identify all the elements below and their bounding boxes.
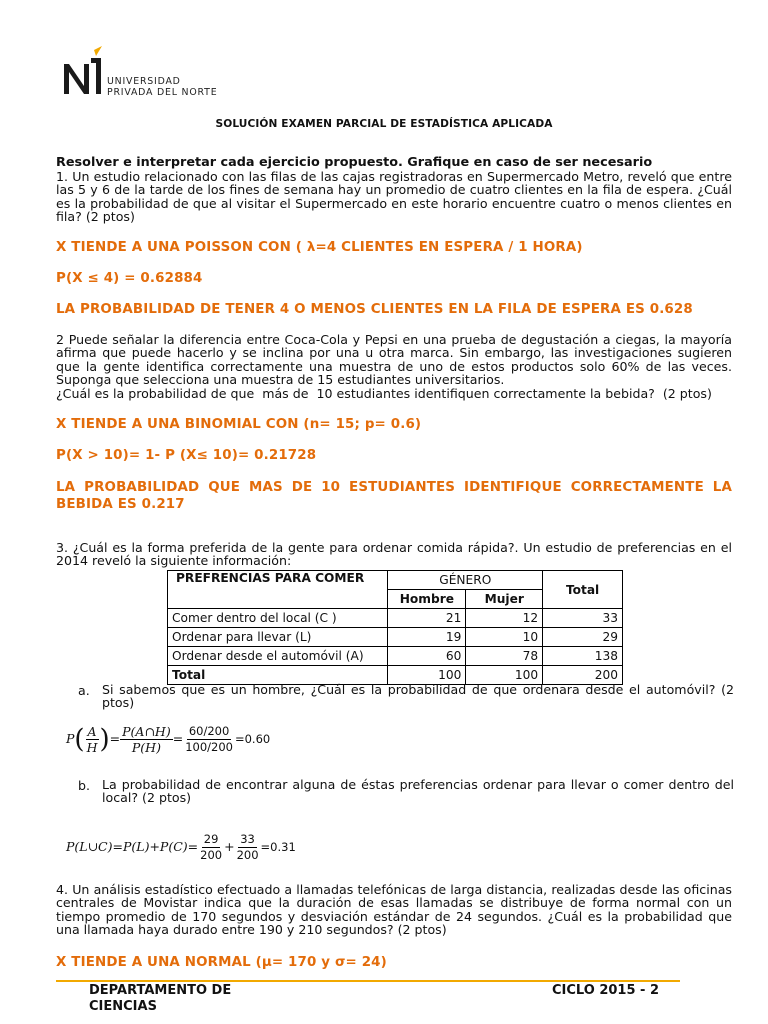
question-3b xyxy=(78,778,734,808)
formula-cond-num: A xyxy=(87,724,97,739)
header-gender: GÉNERO xyxy=(388,571,543,590)
footer-department: DEPARTAMENTO DE CIENCIAS xyxy=(89,983,232,1014)
formula-f1-den: 200 xyxy=(200,848,223,862)
cell-total: 33 xyxy=(543,609,623,628)
cell-male: 60 xyxy=(388,647,466,666)
cell-male: 19 xyxy=(388,628,466,647)
formula-val-num: 60/200 xyxy=(188,724,230,738)
question-3a xyxy=(78,683,734,713)
row-label: Total xyxy=(168,666,388,685)
formula-eq: = xyxy=(109,731,121,746)
cell-male: 100 xyxy=(388,666,466,685)
header-total: Total xyxy=(543,571,623,609)
formula-cond-den: H xyxy=(86,740,98,755)
university-name xyxy=(107,77,217,98)
formula-conditional: P( $\frac{A}{H}$ )= $\frac{P(A\cap H)}{P(H)}$ = $\frac{60/200}{100/200}$ =0.60 xyxy=(66,724,271,755)
formula-inter-den: P(H) xyxy=(131,740,161,755)
row-label: Ordenar para llevar (L) xyxy=(168,628,388,647)
cell-total: 200 xyxy=(543,666,623,685)
exam-title: SOLUCIÓN EXAMEN PARCIAL DE ESTADÍSTICA APLICADA xyxy=(215,118,553,130)
table-row xyxy=(168,628,623,647)
formula-result: =0.60 xyxy=(234,732,271,746)
header-preferences: PREFRENCIAS PARA COMER xyxy=(168,571,388,609)
question-3a-label: a. xyxy=(78,683,90,698)
question-4-distribution: X TIENDE A UNA NORMAL (μ= 170 y σ= 24) xyxy=(56,955,387,970)
formula-inter-num: P(A∩H) xyxy=(122,724,171,739)
question-1-distribution: X TIENDE A UNA POISSON CON ( λ=4 CLIENTES EN ESPERA / 1 HORA) xyxy=(56,240,583,255)
university-name-line1: UNIVERSIDAD xyxy=(107,76,181,87)
formula-f1-num: 29 xyxy=(203,832,219,846)
footer-rule xyxy=(56,980,680,982)
question-1-text: 1. Un estudio relacionado con las filas de las cajas registradoras en Supermercado Metro, reveló que entre las 5 y 6 de la tarde de los fines de semana hay un promedio de cuatro clientes en la fila de espera. ¿Cuál es la probabilidad de que al visitar el Supermercado en este horario encuentre cuatro o menos clientes en fila? (2 ptos) xyxy=(56,169,732,225)
question-3-text: 3. ¿Cuál es la forma preferida de la gente para ordenar comida rápida?. Un estudio de preferencias en el 2014 reveló la siguiente información: xyxy=(56,540,732,569)
formula-val-den: 100/200 xyxy=(185,740,233,754)
question-3b-text: La probabilidad de encontrar alguna de éstas preferencias ordenar para llevar o comer dentro del local? (2 ptos) xyxy=(102,777,734,806)
question-2-question: ¿Cuál es la probabilidad de que más de 10 estudiantes identifiquen correctamente la bebida? (2 ptos) xyxy=(56,386,712,401)
cell-female: 78 xyxy=(466,647,543,666)
table-row xyxy=(168,647,623,666)
question-2-text: 2 Puede señalar la diferencia entre Coca-Cola y Pepsi en una prueba de degustación a ciegas, la mayoría afirma que puede hacerlo y se inclina por una u otra marca. Sin embargo, las investigaciones sugieren que la gente identifica correctamente una muestra de uno de estos productos solo 60% de las veces. Suponga que selecciona una muestra de 15 estudiantes universitarios. xyxy=(56,332,732,388)
question-2-distribution: X TIENDE A UNA BINOMIAL CON (n= 15; p= 0.6) xyxy=(56,417,422,432)
formula-p: P xyxy=(66,731,75,746)
header-male: Hombre xyxy=(388,590,466,609)
question-3a-text: Si sabemos que es un hombre, ¿Cuál es la probabilidad de que ordenara desde el automóvil? (2 ptos) xyxy=(102,682,734,711)
cell-total: 138 xyxy=(543,647,623,666)
instructions: Resolver e interpretar cada ejercicio propuesto. Grafique en caso de ser necesario xyxy=(56,155,653,170)
cell-female: 12 xyxy=(466,609,543,628)
cell-female: 10 xyxy=(466,628,543,647)
cell-total: 29 xyxy=(543,628,623,647)
formula-f2-den: 200 xyxy=(236,848,259,862)
question-1-conclusion: LA PROBABILIDAD DE TENER 4 O MENOS CLIENTES EN LA FILA DE ESPERA ES 0.628 xyxy=(56,302,693,317)
question-2-conclusion: LA PROBABILIDAD QUE MAS DE 10 ESTUDIANTES IDENTIFIQUE CORRECTAMENTE LA BEBIDA ES 0.217 xyxy=(56,480,732,512)
formula-f2-num: 33 xyxy=(240,832,255,846)
question-2-probability: P(X > 10)= 1- P (X≤ 10)= 0.21728 xyxy=(56,448,317,463)
row-label: Ordenar desde el automóvil (A) xyxy=(168,647,388,666)
header-female: Mujer xyxy=(466,590,543,609)
formula-union xyxy=(66,832,296,863)
formula-plus: + xyxy=(224,839,235,854)
formula-union-result: =0.31 xyxy=(260,840,296,854)
question-1-probability: P(X ≤ 4) = 0.62884 xyxy=(56,271,203,286)
question-4-text: 4. Un análisis estadístico efectuado a llamadas telefónicas de larga distancia, realizadas desde las oficinas centrales de Movistar indica que la duración de esas llamadas se distribuye de forma normal con un tiempo promedio de 170 segundos y desviación estándar de 24 segundos. ¿Cuál es la probabilidad que una llamada haya durado entre 190 y 210 segundos? (2 ptos) xyxy=(56,882,732,938)
footer-cycle: CICLO 2015 - 2 xyxy=(552,983,659,998)
university-name-line2: PRIVADA DEL NORTE xyxy=(107,86,218,98)
table-row xyxy=(168,609,623,628)
row-label: Comer dentro del local (C ) xyxy=(168,609,388,628)
cell-female: 100 xyxy=(466,666,543,685)
cell-male: 21 xyxy=(388,609,466,628)
preferences-table xyxy=(167,570,623,685)
formula-eq: = xyxy=(172,731,184,746)
formula-union-lhs: P(L∪C)=P(L)+P(C)= xyxy=(66,839,199,854)
question-3b-label: b. xyxy=(78,778,90,793)
